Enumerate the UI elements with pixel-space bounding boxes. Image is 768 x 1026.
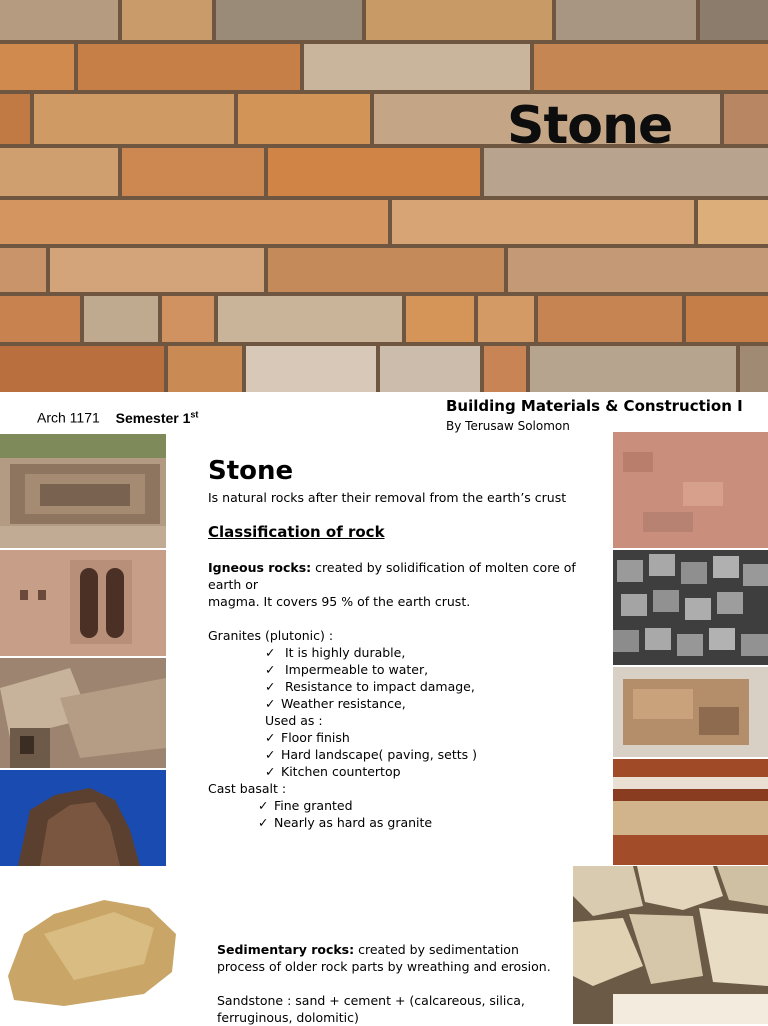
content-heading: Stone: [208, 456, 294, 486]
check-icon: ✓: [258, 798, 269, 813]
granite-property-item: ✓ Impermeable to water,: [265, 662, 429, 677]
course-meta: [37, 409, 198, 426]
granite-use-item: ✓ Hard landscape( paving, setts ): [265, 747, 478, 762]
basalt-label: Cast basalt :: [208, 781, 287, 796]
banner-title: Stone: [507, 96, 673, 156]
check-icon: ✓: [265, 645, 276, 660]
rock-church-aerial-photo: [0, 434, 166, 548]
rock-formation-sky-photo: [0, 770, 166, 866]
sandstone-rock-photo: [4, 894, 178, 1012]
granite-property-item: ✓ Resistance to impact damage,: [265, 679, 475, 694]
granite-use-item: ✓ Kitchen countertop: [265, 764, 401, 779]
igneous-paragraph: [208, 559, 603, 610]
sandstone-text: Sandstone : sand + cement + (calcareous, silica, ferruginous, dolomitic): [217, 993, 525, 1025]
semester-label: Semester 1: [115, 409, 191, 426]
igneous-label: Igneous rocks:: [208, 560, 312, 575]
classification-heading: Classification of rock: [208, 523, 385, 541]
kitchen-countertop-photo: [613, 759, 768, 865]
granite-setts-photo: [613, 550, 768, 665]
check-icon: ✓: [265, 662, 276, 677]
igneous-text: created by solidification of molten core of earth or: [208, 560, 576, 592]
granite-use-item: ✓ Floor finish: [265, 730, 350, 745]
stone-wall-banner: [0, 0, 768, 392]
stone-definition: Is natural rocks after their removal from the earth’s crust: [208, 490, 567, 505]
check-icon: ✓: [258, 815, 269, 830]
author: By Terusaw Solomon: [446, 419, 570, 433]
course-code: Arch 1171: [37, 409, 100, 426]
stone-wall-image: [0, 0, 768, 392]
stone-rubble-structure-photo: [0, 658, 166, 768]
basalt-item: ✓ Fine granted: [258, 798, 353, 813]
course-title: Building Materials & Construction I: [446, 397, 743, 415]
check-icon: ✓: [265, 747, 276, 762]
semester-sup: st: [190, 409, 199, 419]
granite-texture-photo: [613, 432, 768, 548]
granites-label: Granites (plutonic) :: [208, 628, 334, 643]
carved-rock-facade-photo: [0, 550, 166, 656]
used-as-label: Used as :: [265, 713, 323, 728]
granite-property-item: ✓ Weather resistance,: [265, 696, 406, 711]
stone-content: [208, 455, 603, 831]
igneous-text-2: magma. It covers 95 % of the earth crust.: [208, 594, 471, 609]
check-icon: ✓: [265, 730, 276, 745]
sedimentary-label: Sedimentary rocks:: [217, 942, 355, 957]
sandstone-blocks-photo: [573, 866, 768, 1024]
sedimentary-text: created by sedimentation process of older rock parts by wreathing and erosion.: [217, 942, 551, 974]
semester: [116, 410, 199, 426]
granite-slab-photo: [613, 667, 768, 757]
sedimentary-section: [217, 941, 562, 1026]
check-icon: ✓: [265, 696, 276, 711]
check-icon: ✓: [265, 764, 276, 779]
check-icon: ✓: [265, 679, 276, 694]
basalt-item: ✓ Nearly as hard as granite: [258, 815, 433, 830]
sedimentary-paragraph: [217, 941, 562, 975]
granite-property-item: ✓ It is highly durable,: [265, 645, 406, 660]
